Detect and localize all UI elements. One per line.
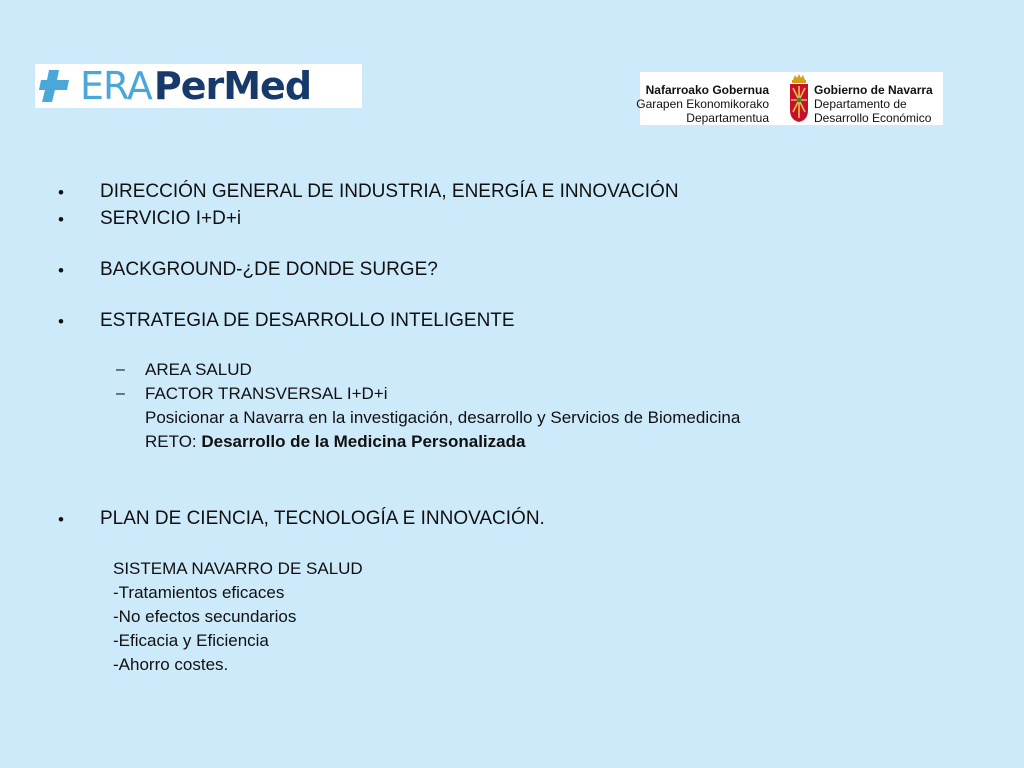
logo-era-text: ERA <box>80 64 152 108</box>
bullet-servicio: SERVICIO I+D+i <box>100 208 242 229</box>
reto-label: RETO: <box>145 432 202 451</box>
bullet-estrategia: ESTRATEGIA DE DESARROLLO INTELIGENTE <box>100 310 515 331</box>
salud-heading: SISTEMA NAVARRO DE SALUD <box>113 559 363 578</box>
dash-marker: – <box>116 385 125 402</box>
salud-item: -Tratamientos eficaces <box>113 583 285 602</box>
reto-value: Desarrollo de la Medicina Personalizada <box>201 432 526 451</box>
bullet-plan-ciencia: PLAN DE CIENCIA, TECNOLOGÍA E INNOVACIÓN. <box>100 508 545 529</box>
logo-es-line-3: Desarrollo Económico <box>814 111 932 125</box>
salud-item: -Ahorro costes. <box>113 655 229 674</box>
bullet-marker: • <box>58 261 64 280</box>
subitem-reto <box>145 432 525 452</box>
subitem-factor-transversal: FACTOR TRANSVERSAL I+D+i <box>145 384 388 403</box>
logo-es-line-2: Departamento de <box>814 97 907 111</box>
logo-eu-line-1: Nafarroako Gobernua <box>645 83 769 97</box>
logo-eu-line-3: Departamentua <box>686 111 769 125</box>
bullet-marker: • <box>58 210 64 229</box>
bullet-marker: • <box>58 510 64 529</box>
bullet-direccion: DIRECCIÓN GENERAL DE INDUSTRIA, ENERGÍA E INNOVACIÓN <box>100 181 679 202</box>
dash-marker: – <box>116 361 125 378</box>
bullet-marker: • <box>58 312 64 331</box>
salud-item: -Eficacia y Eficiencia <box>113 631 269 650</box>
subitem-area-salud: AREA SALUD <box>145 360 252 379</box>
subitem-posicionar: Posicionar a Navarra en la investigación, desarrollo y Servicios de Biomedicina <box>145 408 741 427</box>
logo-es-line-1: Gobierno de Navarra <box>814 83 933 97</box>
logo-permed-text: PerMed <box>153 64 312 108</box>
salud-item: -No efectos secundarios <box>113 607 297 626</box>
bullet-marker: • <box>58 183 64 202</box>
logo-eu-line-2: Garapen Ekonomikorako <box>636 97 769 111</box>
bullet-background: BACKGROUND-¿DE DONDE SURGE? <box>100 259 438 280</box>
